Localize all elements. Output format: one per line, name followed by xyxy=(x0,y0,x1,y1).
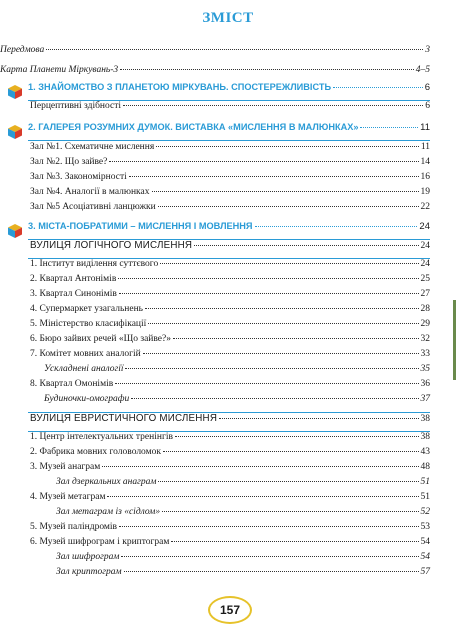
toc-entry xyxy=(30,333,430,345)
toc-entry xyxy=(56,566,430,578)
toc-entry-page: 32 xyxy=(420,334,430,344)
toc-entry-page: 54 xyxy=(420,537,430,547)
dot-leader xyxy=(109,160,418,162)
toc-entry-page: 14 xyxy=(420,157,430,167)
dot-leader xyxy=(173,337,419,339)
toc-section xyxy=(28,121,430,133)
toc-entry xyxy=(44,363,430,375)
toc-entry-title: 3. Музей анаграм xyxy=(30,462,101,472)
toc-entry-title: 2. ГАЛЕРЕЯ РОЗУМНИХ ДУМОК. ВИСТАВКА «МИСЛЕННЯ В МАЛЮНКАХ» xyxy=(28,122,359,132)
toc-entry-page: 24 xyxy=(420,259,430,269)
dot-leader xyxy=(115,382,418,384)
toc-entry-title: Зал криптограм xyxy=(56,567,122,577)
toc-entry-page: 53 xyxy=(420,522,430,532)
dot-leader xyxy=(175,435,419,437)
toc-entry-page: 51 xyxy=(420,492,430,502)
toc-entry-page: 38 xyxy=(420,432,430,442)
dot-leader xyxy=(143,352,419,354)
toc-entry-title: Зал №2. Що зайве? xyxy=(30,157,108,167)
toc-entry xyxy=(30,536,430,548)
dot-leader xyxy=(163,450,418,452)
toc-entry-title: 5. Міністерство класифікації xyxy=(30,319,147,329)
dot-leader xyxy=(121,555,418,557)
dot-leader xyxy=(46,48,423,50)
toc-entry xyxy=(30,303,430,315)
dot-leader xyxy=(171,540,418,542)
toc-entry-title: Зал №4. Аналогії в малюнках xyxy=(30,187,150,197)
dot-leader xyxy=(107,495,418,497)
toc-entry xyxy=(30,171,430,183)
toc-entry-title: ВУЛИЦЯ ЛОГІЧНОГО МИСЛЕННЯ xyxy=(30,240,193,251)
toc-entry xyxy=(30,318,430,330)
toc-entry-title: Перцептивні здібності xyxy=(30,101,121,111)
toc-entry-page: 57 xyxy=(420,567,430,577)
toc-entry xyxy=(30,141,430,153)
dot-leader xyxy=(119,292,419,294)
dot-leader xyxy=(102,465,418,467)
toc-entry-page: 35 xyxy=(420,364,430,374)
toc-entry xyxy=(56,506,430,518)
toc-entry-page: 3 xyxy=(425,45,430,55)
toc-entry-page: 6 xyxy=(425,101,430,111)
toc-entry-page: 38 xyxy=(420,414,430,424)
toc-entry xyxy=(44,393,430,405)
dot-leader xyxy=(360,126,418,128)
toc-entry-title: 4. Музей метаграм xyxy=(30,492,106,502)
dot-leader xyxy=(125,367,418,369)
toc-entry-title: 5. Музей паліндромів xyxy=(30,522,118,532)
toc-entry-page: 43 xyxy=(420,447,430,457)
dot-leader xyxy=(131,397,418,399)
toc-entry-page: 51 xyxy=(420,477,430,487)
toc-entry-title: Зал №3. Закономірності xyxy=(30,172,127,182)
dot-leader xyxy=(219,417,418,419)
toc-entry xyxy=(0,44,430,56)
dot-leader xyxy=(152,190,419,192)
dot-leader xyxy=(158,205,419,207)
dot-leader xyxy=(118,277,418,279)
dot-leader xyxy=(124,570,419,572)
toc-entry xyxy=(30,413,430,425)
toc-entry-page: 28 xyxy=(420,304,430,314)
toc-entry-title: 1. Інститут виділення суттєвого xyxy=(30,259,159,269)
toc-entry xyxy=(30,521,430,533)
toc-entry-title: 3. Квартал Синонімів xyxy=(30,289,117,299)
toc-entry-title: 1. ЗНАЙОМСТВО З ПЛАНЕТОЮ МІРКУВАНЬ. СПОСТЕРЕЖЛИВІСТЬ xyxy=(28,82,332,92)
toc-entry-title: ВУЛИЦЯ ЕВРИСТИЧНОГО МИСЛЕННЯ xyxy=(30,413,218,424)
toc-entry xyxy=(30,258,430,270)
toc-entry-title: 2. Фабрика мовних головоломок xyxy=(30,447,162,457)
toc-entry-page: 33 xyxy=(420,349,430,359)
dot-leader xyxy=(333,86,423,88)
toc-entry xyxy=(30,461,430,473)
toc-entry-title: Зал №1. Схематичне мислення xyxy=(30,142,155,152)
toc-entry-page: 27 xyxy=(420,289,430,299)
toc-entry-page: 48 xyxy=(420,462,430,472)
toc-entry-title: 6. Музей шифрограм і криптограм xyxy=(30,537,170,547)
dot-leader xyxy=(194,244,418,246)
toc-entry-page: 19 xyxy=(420,187,430,197)
dot-leader xyxy=(120,68,414,70)
toc-entry-title: 3. МІСТА-ПОБРАТИМИ – МИСЛЕННЯ І МОВЛЕННЯ xyxy=(28,221,253,231)
toc-entry-page: 54 xyxy=(420,552,430,562)
dot-leader xyxy=(158,480,418,482)
toc-entry-title: 4. Супермаркет узагальнень xyxy=(30,304,143,314)
toc-entry xyxy=(30,201,430,213)
toc-entry-page: 4–5 xyxy=(415,65,430,75)
toc-entry xyxy=(30,378,430,390)
toc-entry-title: 6. Бюро зайвих речей «Що зайве?» xyxy=(30,334,171,344)
toc-entry-page: 52 xyxy=(420,507,430,517)
toc-entry-title: Зал дзеркальних анаграм xyxy=(56,477,157,487)
toc-entry-title: 7. Комітет мовних аналогій xyxy=(30,349,141,359)
toc-entry xyxy=(30,186,430,198)
dot-leader xyxy=(160,262,418,264)
toc-entry-page: 22 xyxy=(420,202,430,212)
page-number-badge: 157 xyxy=(208,596,252,624)
toc-entry-title: Зал шифрограм xyxy=(56,552,120,562)
toc-entry-page: 11 xyxy=(420,142,430,152)
dot-leader xyxy=(156,145,419,147)
toc-entry xyxy=(56,476,430,488)
dot-leader xyxy=(129,175,419,177)
toc-entry-title: Зал метаграм із «сідлом» xyxy=(56,507,161,517)
toc-entry-title: Зал №5 Асоціативні ланцюжки xyxy=(30,202,156,212)
toc-entry-page: 29 xyxy=(420,319,430,329)
toc-entry-page: 16 xyxy=(420,172,430,182)
toc-entry xyxy=(30,288,430,300)
toc-entry xyxy=(30,273,430,285)
toc-entry-page: 11 xyxy=(420,122,430,133)
toc-entry-title: Ускладнені аналогії xyxy=(44,364,124,374)
toc-entry-title: 2. Квартал Антонімів xyxy=(30,274,117,284)
toc-entry-page: 37 xyxy=(420,394,430,404)
toc-entry xyxy=(30,240,430,252)
toc-entry xyxy=(30,156,430,168)
toc-entry xyxy=(0,64,430,76)
toc-entry-title: Передмова xyxy=(0,45,45,55)
dot-leader xyxy=(119,525,418,527)
toc-entry xyxy=(56,551,430,563)
toc-entry xyxy=(30,348,430,360)
dot-leader xyxy=(123,104,423,106)
toc-entry-title: Будиночки-омографи xyxy=(44,394,130,404)
toc-entry-title: 1. Центр інтелектуальних тренінгів xyxy=(30,432,173,442)
toc-entry-title: Карта Планети Міркувань-3 xyxy=(0,65,119,75)
toc-section xyxy=(28,81,430,93)
toc-entry-title: 8. Квартал Омонімів xyxy=(30,379,114,389)
toc-entry xyxy=(30,431,430,443)
toc-entry xyxy=(30,100,430,112)
toc-section xyxy=(28,220,430,232)
dot-leader xyxy=(148,322,418,324)
page-title: ЗМІСТ xyxy=(202,10,254,26)
toc-entry xyxy=(30,491,430,503)
dot-leader xyxy=(255,225,418,227)
toc-entry-page: 25 xyxy=(420,274,430,284)
dot-leader xyxy=(145,307,419,309)
toc-entry-page: 36 xyxy=(420,379,430,389)
dot-leader xyxy=(162,510,418,512)
toc-entry-page: 6 xyxy=(424,82,430,93)
toc-entry-page: 24 xyxy=(419,221,430,232)
toc-entry xyxy=(30,446,430,458)
toc-entry-page: 24 xyxy=(420,241,430,251)
